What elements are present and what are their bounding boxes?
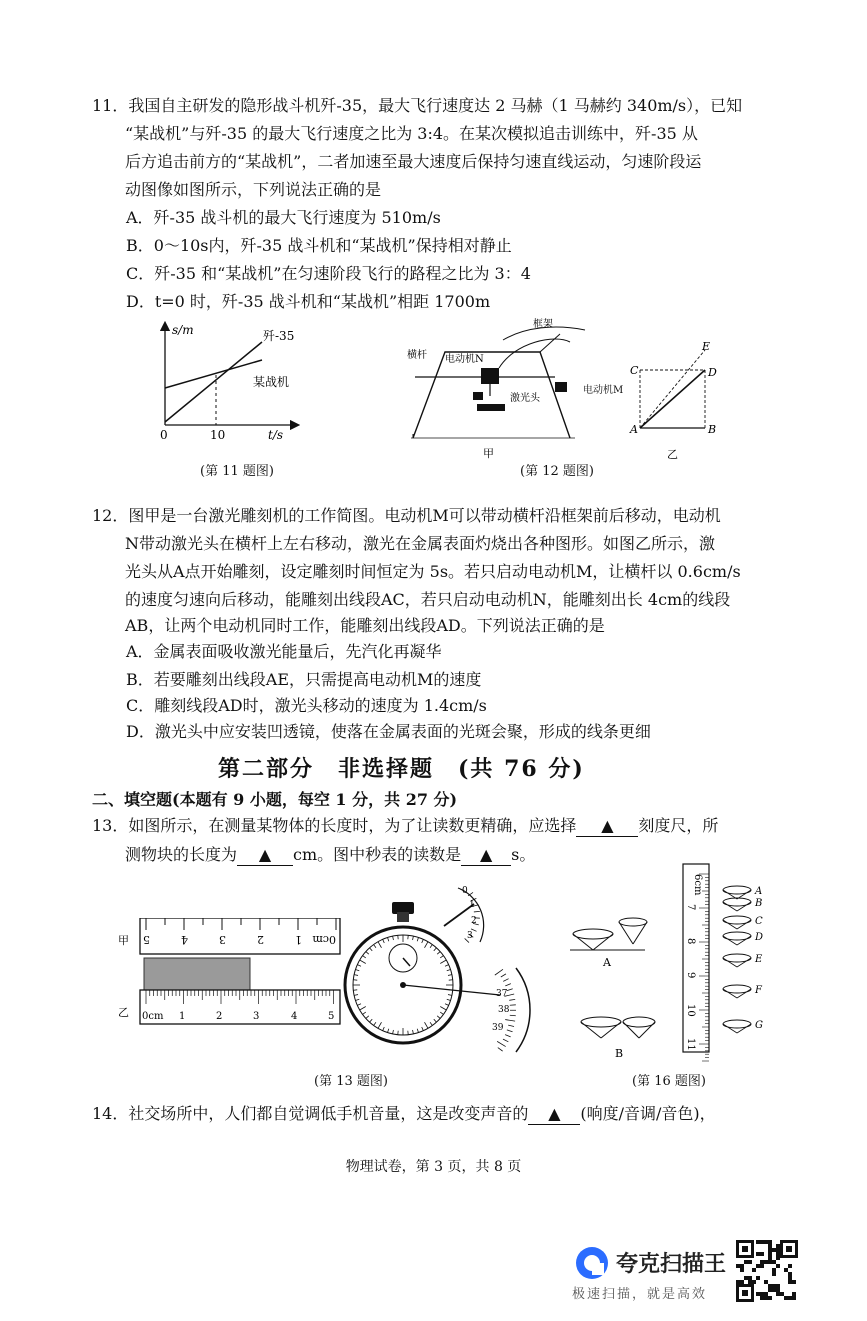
q11-caption: (第 11 题图) bbox=[200, 464, 274, 479]
pos-label: C bbox=[755, 916, 763, 927]
zoom-small-3: 3 bbox=[467, 931, 473, 941]
q13-blank-2: ▲ bbox=[237, 845, 293, 866]
y-axis-label: s/m bbox=[172, 323, 194, 337]
q13-rulers-figure bbox=[112, 918, 352, 1028]
zoom-big-39: 39 bbox=[492, 1023, 504, 1033]
falling-cone-edge bbox=[737, 989, 751, 998]
q12-option-b: B．若要雕刻出线段AE，只需提高电动机M的速度 bbox=[126, 670, 482, 689]
q11-option-a: A．歼-35 战斗机的最大飞行速度为 510m/s bbox=[126, 208, 441, 227]
zoom-tick bbox=[505, 1020, 515, 1022]
q14-blank: ▲ bbox=[528, 1104, 580, 1125]
zoom-tick bbox=[507, 989, 513, 991]
motor-n-label: 电动机N bbox=[445, 354, 484, 365]
motor-m-label: 电动机M bbox=[583, 385, 624, 396]
q12-option-d: D．激光头中应安装凹透镜，使落在金属表面的光斑会聚，形成的线条更细 bbox=[126, 722, 651, 741]
pos-label: A bbox=[755, 886, 763, 897]
vruler-label: 11 bbox=[685, 1038, 696, 1051]
figure-jia-label: 甲 bbox=[483, 447, 494, 460]
q13-text-2b: cm。图中秒表的读数是 bbox=[293, 845, 462, 864]
ruler-yi-label: 3 bbox=[253, 1011, 260, 1022]
q11-option-b: B．0～10s内，歼-35 战斗机和“某战机”保持相对静止 bbox=[126, 236, 512, 255]
zoom-big-37: 37 bbox=[496, 989, 508, 999]
q13-caption: (第 13 题图) bbox=[314, 1074, 388, 1089]
ruler-jia-label: 2 bbox=[257, 933, 264, 946]
cone-label-b: B bbox=[615, 1047, 624, 1060]
cone-label-a: A bbox=[603, 956, 611, 969]
tick-10-label: 10 bbox=[210, 428, 226, 442]
pos-label: G bbox=[755, 1020, 763, 1031]
ruler-jia-label: 0cm bbox=[312, 933, 336, 946]
q11-line-4: 动图像如图所示，下列说法正确的是 bbox=[125, 180, 382, 199]
falling-cone-edge bbox=[723, 1024, 737, 1033]
ruler-yi-label: 1 bbox=[179, 1011, 186, 1022]
zoom-tick bbox=[495, 969, 503, 975]
point-c: C bbox=[630, 364, 639, 377]
motor-n-box bbox=[481, 368, 499, 384]
quark-logo-icon bbox=[574, 1245, 610, 1281]
ruler-jia-label: 5 bbox=[143, 933, 150, 946]
q11-option-d: D．t=0 时，歼-35 战斗机和“某战机”相距 1700m bbox=[126, 292, 491, 311]
q12-option-a: A．金属表面吸收激光能量后，先汽化再凝华 bbox=[126, 642, 442, 661]
falling-cone-edge bbox=[723, 902, 737, 911]
q11-line-1: 11．我国自主研发的隐形战斗机歼-35，最大飞行速度达 2 马赫（1 马赫约 340m/s），已知 bbox=[92, 96, 743, 115]
page-footer: 物理试卷，第 3 页，共 8 页 bbox=[345, 1159, 522, 1175]
vruler-label: 6cm bbox=[692, 874, 703, 896]
x-axis-label: t/s bbox=[268, 428, 284, 442]
figure-yi-label: 乙 bbox=[667, 448, 678, 461]
measured-block bbox=[144, 958, 250, 990]
falling-cone-edge bbox=[737, 920, 751, 929]
q13-blank-1: ▲ bbox=[576, 816, 638, 837]
q13-text-2c: s。 bbox=[511, 845, 536, 864]
q12-line-3: 光头从A点开始雕刻，设定雕刻时间恒定为 5s。若只启动电动机M，让横杆以 0.6cm/s bbox=[125, 562, 741, 581]
ruler-yi-label: 0cm bbox=[142, 1011, 164, 1022]
crossbar-label: 横杆 bbox=[407, 350, 427, 361]
falling-cone-edge bbox=[737, 1024, 751, 1033]
ruler-jia-name: 甲 bbox=[118, 934, 129, 947]
brand-slogan: 极速扫描，就是高效 bbox=[572, 1287, 708, 1302]
vruler-label: 8 bbox=[685, 938, 696, 945]
q12-vector-figure bbox=[625, 338, 725, 463]
vruler-label: 9 bbox=[685, 972, 696, 979]
qr-code-icon bbox=[736, 1240, 798, 1302]
q13-text-1b: 刻度尺，所 bbox=[638, 816, 719, 835]
zoom-small-0: 0 bbox=[462, 886, 468, 896]
zoom-tick bbox=[503, 1039, 508, 1042]
ruler-jia-label: 1 bbox=[295, 933, 302, 946]
frame-label: 框架 bbox=[533, 319, 553, 330]
q16-figure bbox=[565, 862, 780, 1062]
falling-cone-edge bbox=[723, 936, 737, 945]
q13-text-2a: 测物块的长度为 bbox=[125, 845, 238, 864]
q11-st-graph bbox=[150, 320, 330, 445]
zoom-tick bbox=[498, 1048, 503, 1052]
zoom-big-38: 38 bbox=[498, 1005, 510, 1015]
j35-line bbox=[165, 342, 262, 422]
q12-line-1: 12．图甲是一台激光雕刻机的工作简图。电动机M可以带动横杆沿框架前后移动，电动机 bbox=[92, 506, 721, 525]
ruler-yi-name: 乙 bbox=[118, 1006, 129, 1019]
segment-ad bbox=[640, 370, 705, 428]
falling-cone-edge bbox=[737, 902, 751, 911]
zoom-tick bbox=[474, 911, 480, 912]
falling-cone-edge bbox=[737, 958, 751, 967]
q16-caption: (第 16 题图) bbox=[632, 1074, 706, 1089]
pos-label: D bbox=[755, 932, 764, 943]
q11-option-c: C．歼-35 和“某战机”在匀速阶段飞行的路程之比为 3：4 bbox=[126, 264, 531, 283]
other-plane-label: 某战机 bbox=[253, 375, 290, 389]
pos-label: E bbox=[755, 954, 763, 965]
laser-head-label: 激光头 bbox=[510, 393, 540, 404]
falling-cone-edge bbox=[723, 989, 737, 998]
q11-line-3: 后方追击前方的“某战机”，二者加速至最大速度后保持匀速直线运动，匀速阶段运 bbox=[125, 152, 702, 171]
q12-line-5: AB，让两个电动机同时工作，能雕刻出线段AD。下列说法正确的是 bbox=[125, 616, 605, 635]
pos-label: B bbox=[755, 898, 763, 909]
ruler-yi-label: 2 bbox=[216, 1011, 223, 1022]
motor-m-box bbox=[555, 382, 567, 392]
falling-cone-edge bbox=[737, 936, 751, 945]
point-b: B bbox=[708, 423, 717, 436]
vruler-label: 7 bbox=[685, 904, 696, 911]
q12-option-c: C．雕刻线段AD时，激光头移动的速度为 1.4cm/s bbox=[126, 696, 487, 715]
j35-label: 歼-35 bbox=[263, 329, 295, 343]
brand-name: 夸克扫描王 bbox=[616, 1252, 727, 1277]
ruler-yi-label: 5 bbox=[328, 1011, 335, 1022]
q12-caption: (第 12 题图) bbox=[520, 464, 594, 479]
q13-blank-3: ▲ bbox=[461, 845, 511, 866]
zoom-small-2: 2 bbox=[471, 916, 477, 926]
point-a: A bbox=[630, 423, 638, 436]
zoom-small-1: 1 bbox=[469, 900, 475, 910]
zoom-tick bbox=[501, 974, 506, 977]
point-d: D bbox=[708, 366, 717, 379]
q12-engraver-figure bbox=[405, 312, 590, 462]
q13-line-1 bbox=[92, 816, 718, 837]
segment-ae bbox=[640, 350, 705, 428]
zoom-tick bbox=[507, 1030, 513, 1032]
pos-label: F bbox=[755, 985, 762, 996]
ruler-yi-label: 4 bbox=[291, 1011, 298, 1022]
q11-line-2: “某战机”与歼-35 的最大飞行速度之比为 3:4。在某次模拟追击训练中，歼-35 从 bbox=[125, 124, 698, 143]
zoom-tick bbox=[509, 999, 515, 1000]
zoom-tick bbox=[505, 1035, 511, 1037]
q14-line bbox=[92, 1104, 716, 1125]
ruler-jia-label: 4 bbox=[181, 933, 188, 946]
zoom-tick bbox=[505, 984, 511, 986]
origin-label: 0 bbox=[160, 428, 168, 442]
vruler-label: 10 bbox=[685, 1004, 696, 1017]
zoom-tick bbox=[503, 979, 508, 982]
q12-line-4: 的速度匀速向后移动，能雕刻出线段AC，若只启动电动机N，能雕刻出长 4cm的线段 bbox=[125, 590, 731, 609]
q14-text-a: 14．社交场所中，人们都自觉调低手机音量，这是改变声音的 bbox=[92, 1104, 529, 1123]
falling-cone-edge bbox=[723, 920, 737, 929]
q13-line-2 bbox=[125, 845, 535, 866]
part2-title: 第二部分 非选择题 (共 76 分) bbox=[218, 756, 585, 782]
zoom-tick bbox=[508, 1025, 514, 1026]
other-plane-line bbox=[165, 360, 262, 388]
ruler-jia-label: 3 bbox=[219, 933, 226, 946]
q13-text-1a: 13．如图所示，在测量某物体的长度时，为了让读数更精确，应选择 bbox=[92, 816, 577, 835]
q12-line-2: N带动激光头在横杆上左右移动，激光在金属表面灼烧出各种图形。如图乙所示，激 bbox=[125, 534, 716, 553]
ruler-jia bbox=[140, 918, 340, 954]
laser-head bbox=[477, 404, 505, 411]
falling-cone-edge bbox=[723, 958, 737, 967]
stopwatch-figure bbox=[340, 880, 540, 1060]
zoom-tick bbox=[497, 1041, 506, 1046]
section-title: 二、填空题(本题有 9 小题，每空 1 分，共 27 分) bbox=[92, 790, 458, 809]
point-e: E bbox=[702, 340, 711, 353]
q14-text-b: (响度/音调/音色)， bbox=[580, 1104, 716, 1123]
